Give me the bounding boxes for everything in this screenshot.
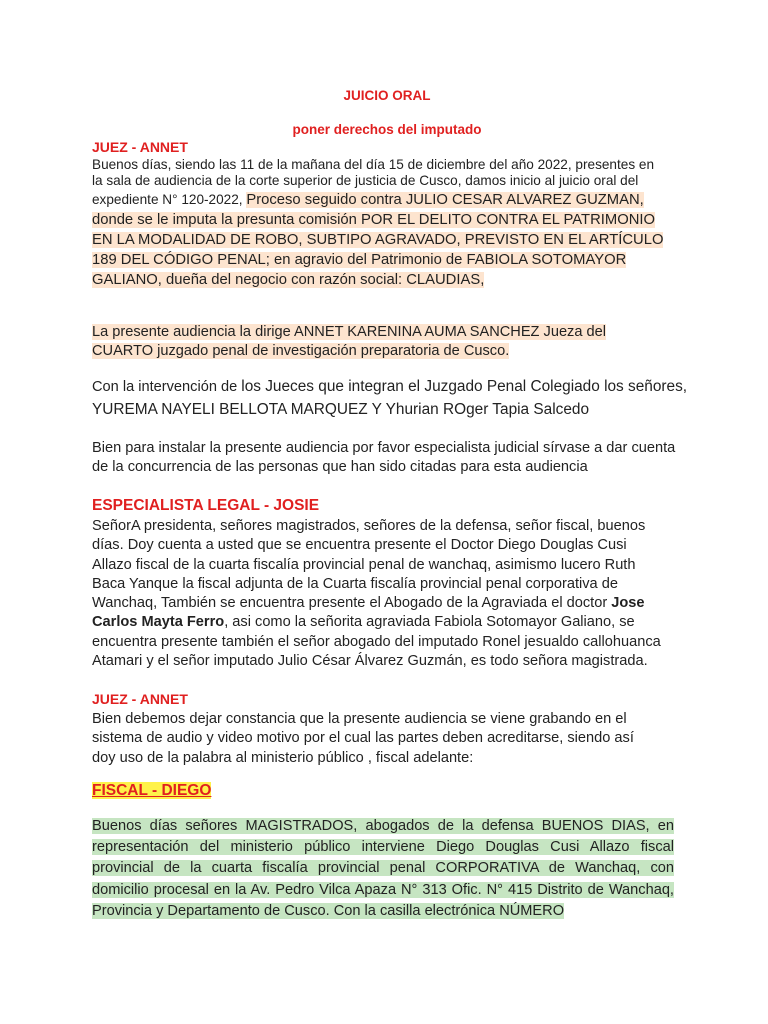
judges-intro: Con la intervención de — [92, 379, 242, 395]
especialista-paragraph — [92, 517, 662, 671]
instruction-paragraph: Bien para instalar la presente audiencia por favor especialista judicial sírvase a dar cuenta de la concurrencia de las personas que han sido citadas para esta audiencia — [92, 440, 676, 476]
opening-text: Buenos días, siendo las 11 de la mañana del día 15 de diciembre del año 2022, presentes en la sala de audiencia de la corte superior de justicia de Cusco, damos inicio al juicio oral del expediente N° 120-2022, — [92, 157, 655, 207]
fiscal-label-highlight: FISCAL - DIEGO — [92, 782, 212, 799]
judges-names: los Jueces que integran el Juzgado Penal Colegiado los señores, YUREMA NAYELI BELLOTA MARQUEZ Y Yhurian ROger Tapia Salcedo — [92, 378, 688, 418]
opening-paragraph — [92, 157, 667, 290]
especialista-bold-name: Jose Carlos Mayta Ferro — [92, 595, 645, 631]
especialista-text-a: SeñorA presidenta, señores magistrados, señores de la defensa, señor fiscal, buenos días. Doy cuenta a usted que se encuentra presente el Doctor Diego Douglas Cusi Allazo fiscal de la cuarta fiscalía provincial penal de wanchaq, asimismo lucero Ruth Baca Yanque la fiscal adjunta de la Cuarta fiscalía provincial penal corporativa de Wanchaq, También se encuentra presente el Abogado de la Agraviada el doctor — [92, 518, 646, 612]
document-subtitle: poner derechos del imputado — [292, 122, 482, 137]
especialista-text-b: , asi como la señorita agraviada Fabiola Sotomayor Galiano, se encuentra presente también el señor abogado del imputado Ronel jesualdo callohuanca Atamari y el señor imputado Julio César Álvarez Guzmán, es todo señora magistrada. — [92, 614, 661, 670]
recording-paragraph: Bien debemos dejar constancia que la presente audiencia se viene grabando en el sistema de audio y video motivo por el cual las partes deben acreditarse, siendo así doy uso de la palabra al ministerio público , fiscal adelante: — [92, 711, 634, 766]
speaker-label-fiscal — [92, 782, 211, 800]
presiding-judge-paragraph — [92, 323, 652, 362]
speaker-label-especialista: ESPECIALISTA LEGAL - JOSIE — [92, 497, 320, 514]
speaker-label-juez-2: JUEZ - ANNET — [92, 691, 188, 707]
fiscal-highlight: Buenos días señores MAGISTRADOS, abogados de la defensa BUENOS DIAS, en representación del ministerio público interviene Diego Douglas Cusi Allazo fiscal provincial de la cuarta fiscalía provincial penal CORPORATIVA de Wanchaq, con domicilio procesal en la Av. Pedro Vilca Apaza N° 313 Ofic. N° 415 Distrito de Wanchaq, Provincia y Departamento de Cusco. Con la casilla electrónica NÚMERO — [92, 818, 674, 919]
document-title: JUICIO ORAL — [343, 88, 431, 103]
judges-paragraph — [92, 376, 692, 420]
case-highlight: Proceso seguido contra JULIO CESAR ALVAREZ GUZMAN, donde se le imputa la presunta comisión POR EL DELITO CONTRA EL PATRIMONIO EN LA MODALIDAD DE ROBO, SUBTIPO AGRAVADO, PREVISTO EN EL ARTÍCULO 189 DEL CÓDIGO PENAL; en agravio del Patrimonio de FABIOLA SOTOMAYOR GALIANO, dueña del negocio con razón social: CLAUDIAS, — [92, 191, 664, 288]
presiding-judge-highlight: La presente audiencia la dirige ANNET KARENINA AUMA SANCHEZ Jueza del CUARTO juzgado penal de investigación preparatoria de Cusco. — [92, 324, 607, 360]
speaker-label-juez: JUEZ - ANNET — [92, 139, 188, 155]
fiscal-paragraph — [92, 816, 674, 922]
